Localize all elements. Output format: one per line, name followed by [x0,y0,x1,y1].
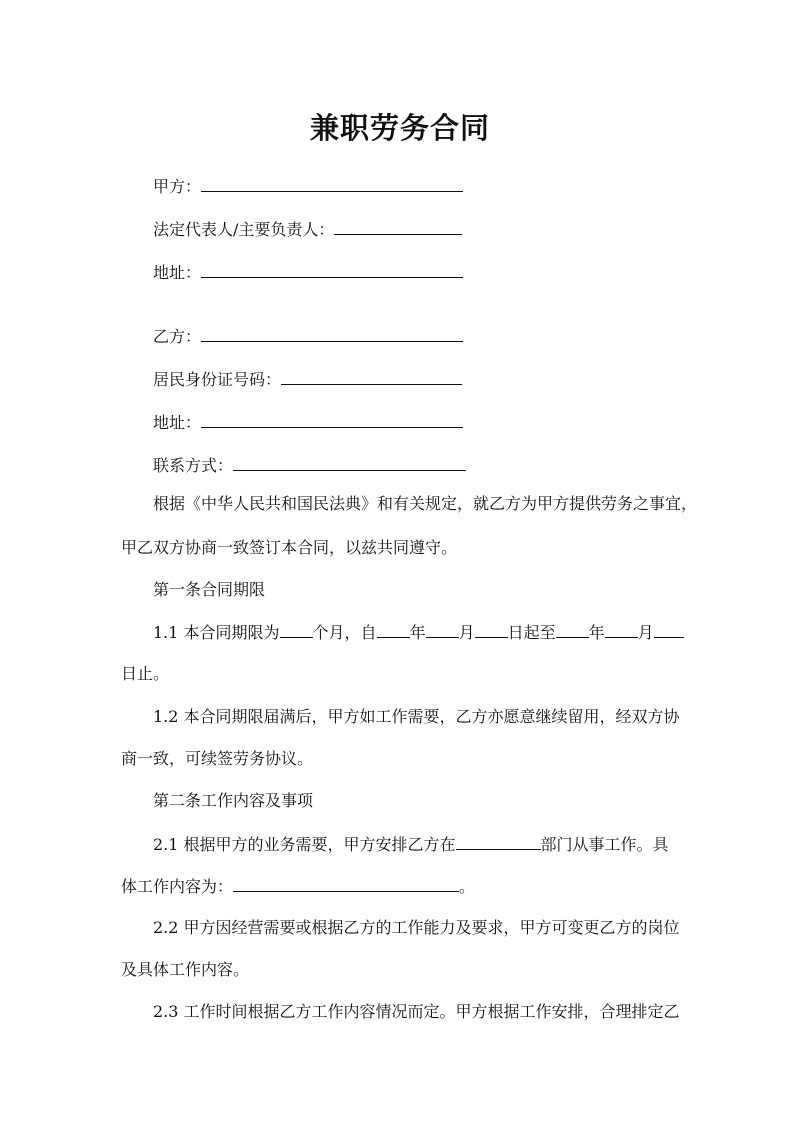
party-a-label: 甲方： [153,177,202,196]
contact-label: 联系方式： [153,456,234,475]
party-a-address-field [153,260,463,285]
party-a-address-label: 地址： [153,263,202,282]
preamble-line-2: 甲乙双方协商一致签订本合同，以兹共同遵守。 [121,538,458,557]
article-2-heading: 第二条工作内容及事项 [153,791,314,810]
clause-2-3-line-1: 2.3 工作时间根据乙方工作内容情况而定。甲方根据工作安排，合理排定乙 [153,1002,680,1021]
work-content-end: 。 [459,877,476,896]
preamble-line-1: 根据《中华人民共和国民法典》和有关规定，就乙方为甲方提供劳务之事宜， [153,494,698,513]
party-b-address-field [153,410,463,435]
clause-1-1-text-7: 月 [637,623,654,642]
legal-rep-label: 法定代表人/主要负责人： [153,220,335,239]
department-blank[interactable] [456,832,541,850]
party-a-field [153,174,463,199]
party-b-address-blank[interactable] [201,410,463,428]
term-months-blank[interactable] [280,620,313,638]
clause-1-1-text-6: 年 [588,623,605,642]
start-month-blank[interactable] [426,620,459,638]
clause-2-1 [153,832,669,857]
clause-2-1-text-2: 部门从事工作。具 [540,835,669,854]
party-b-label: 乙方： [153,327,202,346]
end-year-blank[interactable] [556,620,589,638]
work-content-blank[interactable] [233,874,459,892]
start-year-blank[interactable] [377,620,410,638]
clause-2-1-text-1: 2.1 根据甲方的业务需要，甲方安排乙方在 [153,835,456,854]
work-content-label: 体工作内容为： [121,877,234,896]
clause-2-2-line-1: 2.2 甲方因经营需要或根据乙方的工作能力及要求，甲方可变更乙方的岗位 [153,918,680,937]
id-number-blank[interactable] [281,367,462,385]
clause-1-2-line-1: 1.2 本合同期限届满后，甲方如工作需要，乙方亦愿意继续留用，经双方协 [153,707,680,726]
clause-1-1-text-4: 月 [458,623,475,642]
document-title: 兼职劳务合同 [309,111,490,145]
clause-1-1-text-3: 年 [409,623,426,642]
legal-rep-field [153,217,462,242]
clause-2-1-line-2 [121,874,475,899]
contact-field [153,453,466,478]
id-number-field [153,367,462,392]
party-b-blank[interactable] [201,324,463,342]
party-a-blank[interactable] [201,174,463,192]
party-b-field [153,324,463,349]
party-a-address-blank[interactable] [201,260,463,278]
legal-rep-blank[interactable] [334,217,462,235]
contact-blank[interactable] [233,453,466,471]
clause-1-1-text-5: 日起至 [507,623,556,642]
clause-1-1-text-1: 1.1 本合同期限为 [153,623,280,642]
start-day-blank[interactable] [475,620,508,638]
clause-1-1-text-2: 个月，自 [312,623,377,642]
clause-1-1 [153,620,684,645]
end-day-blank[interactable] [654,620,684,638]
clause-2-2-line-2: 及具体工作内容。 [121,960,250,979]
party-b-address-label: 地址： [153,413,202,432]
clause-1-1-cont: 日止。 [121,664,170,683]
end-month-blank[interactable] [605,620,638,638]
id-number-label: 居民身份证号码： [153,370,282,389]
article-1-heading: 第一条合同期限 [153,580,266,599]
clause-1-2-line-2: 商一致，可续签劳务协议。 [121,749,314,768]
